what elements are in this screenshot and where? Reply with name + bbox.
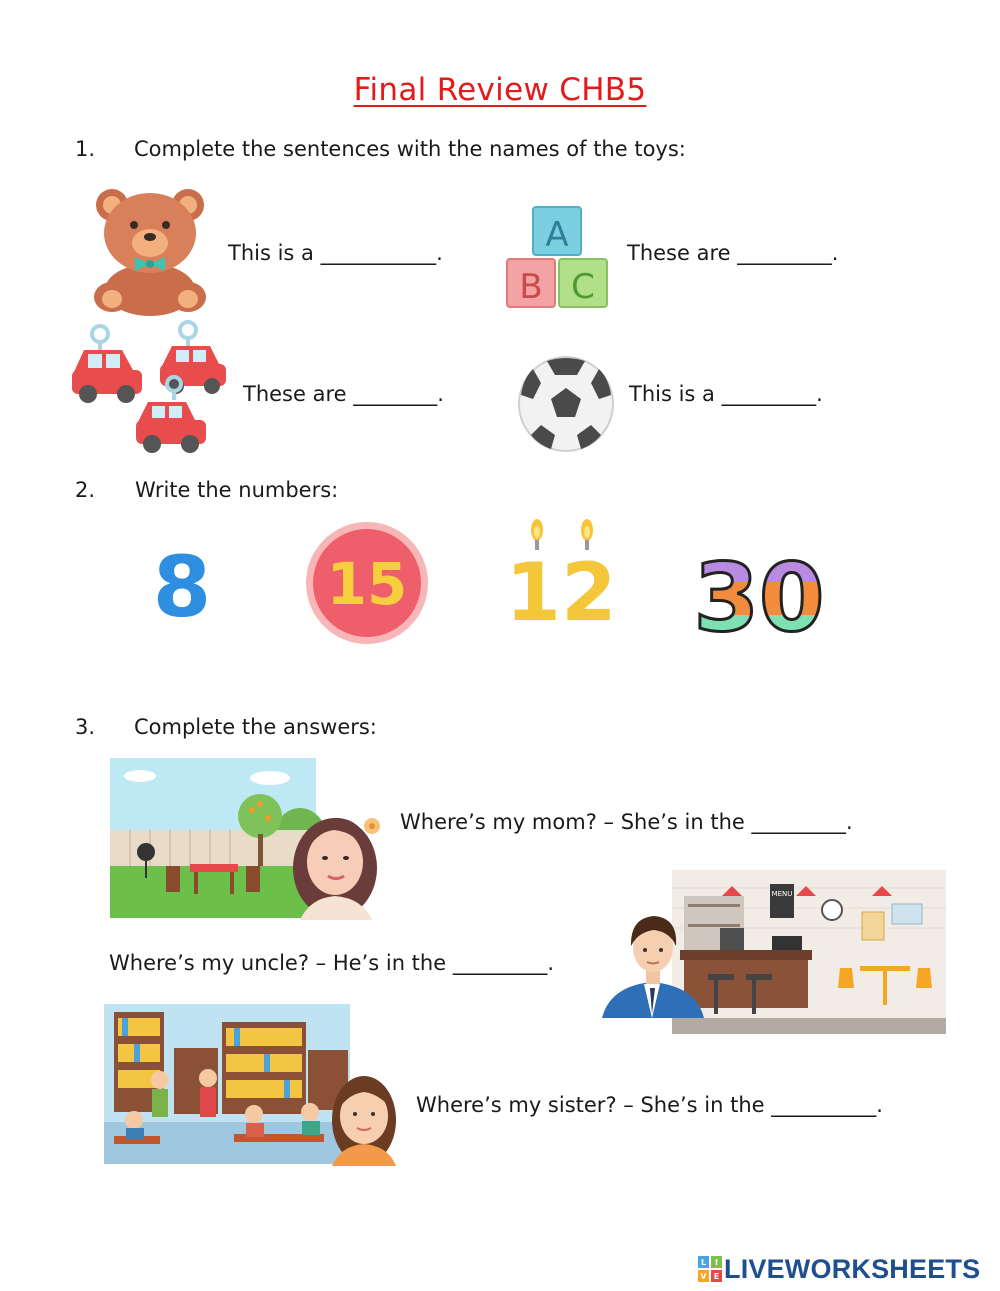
library-sister-image (104, 1004, 400, 1166)
teddy-bear-image (90, 185, 210, 315)
answer-sister: Where’s my sister? – She’s in the __________. (416, 1093, 883, 1117)
sentence-teddy: This is a ___________. (228, 241, 443, 265)
number-12-candles-image (505, 518, 617, 639)
abc-blocks-image (505, 205, 610, 309)
number-30-image (693, 536, 825, 653)
section-1-instruction: Complete the sentences with the names of the toys: (134, 137, 686, 161)
section-2-number: 2. (75, 478, 96, 502)
section-2-instruction: Write the numbers: (135, 478, 339, 502)
svg-text:8: 8 (152, 538, 212, 636)
footer-brand[interactable]: LIVEWORKSHEETS (724, 1254, 981, 1284)
soccer-ball-image (517, 355, 615, 453)
svg-text:L: L (700, 1258, 707, 1267)
svg-text:B: B (519, 267, 543, 307)
liveworksheets-logo-icon (698, 1256, 722, 1282)
number-8-image (150, 538, 214, 636)
sentence-blocks: These are _________. (627, 241, 839, 265)
section-3-instruction: Complete the answers: (134, 715, 377, 739)
number-15-image (304, 520, 430, 646)
sentence-cars: These are ________. (243, 382, 444, 406)
svg-text:E: E (713, 1272, 720, 1281)
garden-mom-image (110, 758, 385, 920)
sentence-ball: This is a _________. (629, 382, 823, 406)
svg-text:A: A (545, 215, 569, 255)
svg-text:30: 30 (693, 544, 825, 653)
answer-mom: Where’s my mom? – She’s in the _________. (400, 810, 853, 834)
svg-text:MENU: MENU (771, 890, 793, 898)
svg-text:C: C (571, 267, 595, 307)
svg-text:12: 12 (505, 546, 617, 639)
svg-text:15: 15 (326, 550, 408, 618)
section-3-number: 3. (75, 715, 96, 739)
section-1-number: 1. (75, 137, 96, 161)
svg-text:I: I (715, 1258, 718, 1267)
cafe-uncle-image (600, 868, 948, 1036)
svg-text:V: V (700, 1272, 707, 1281)
page-title: Final Review CHB5 (353, 72, 647, 108)
answer-uncle: Where’s my uncle? – He’s in the _________. (109, 951, 554, 975)
toy-cars-image (70, 322, 230, 454)
